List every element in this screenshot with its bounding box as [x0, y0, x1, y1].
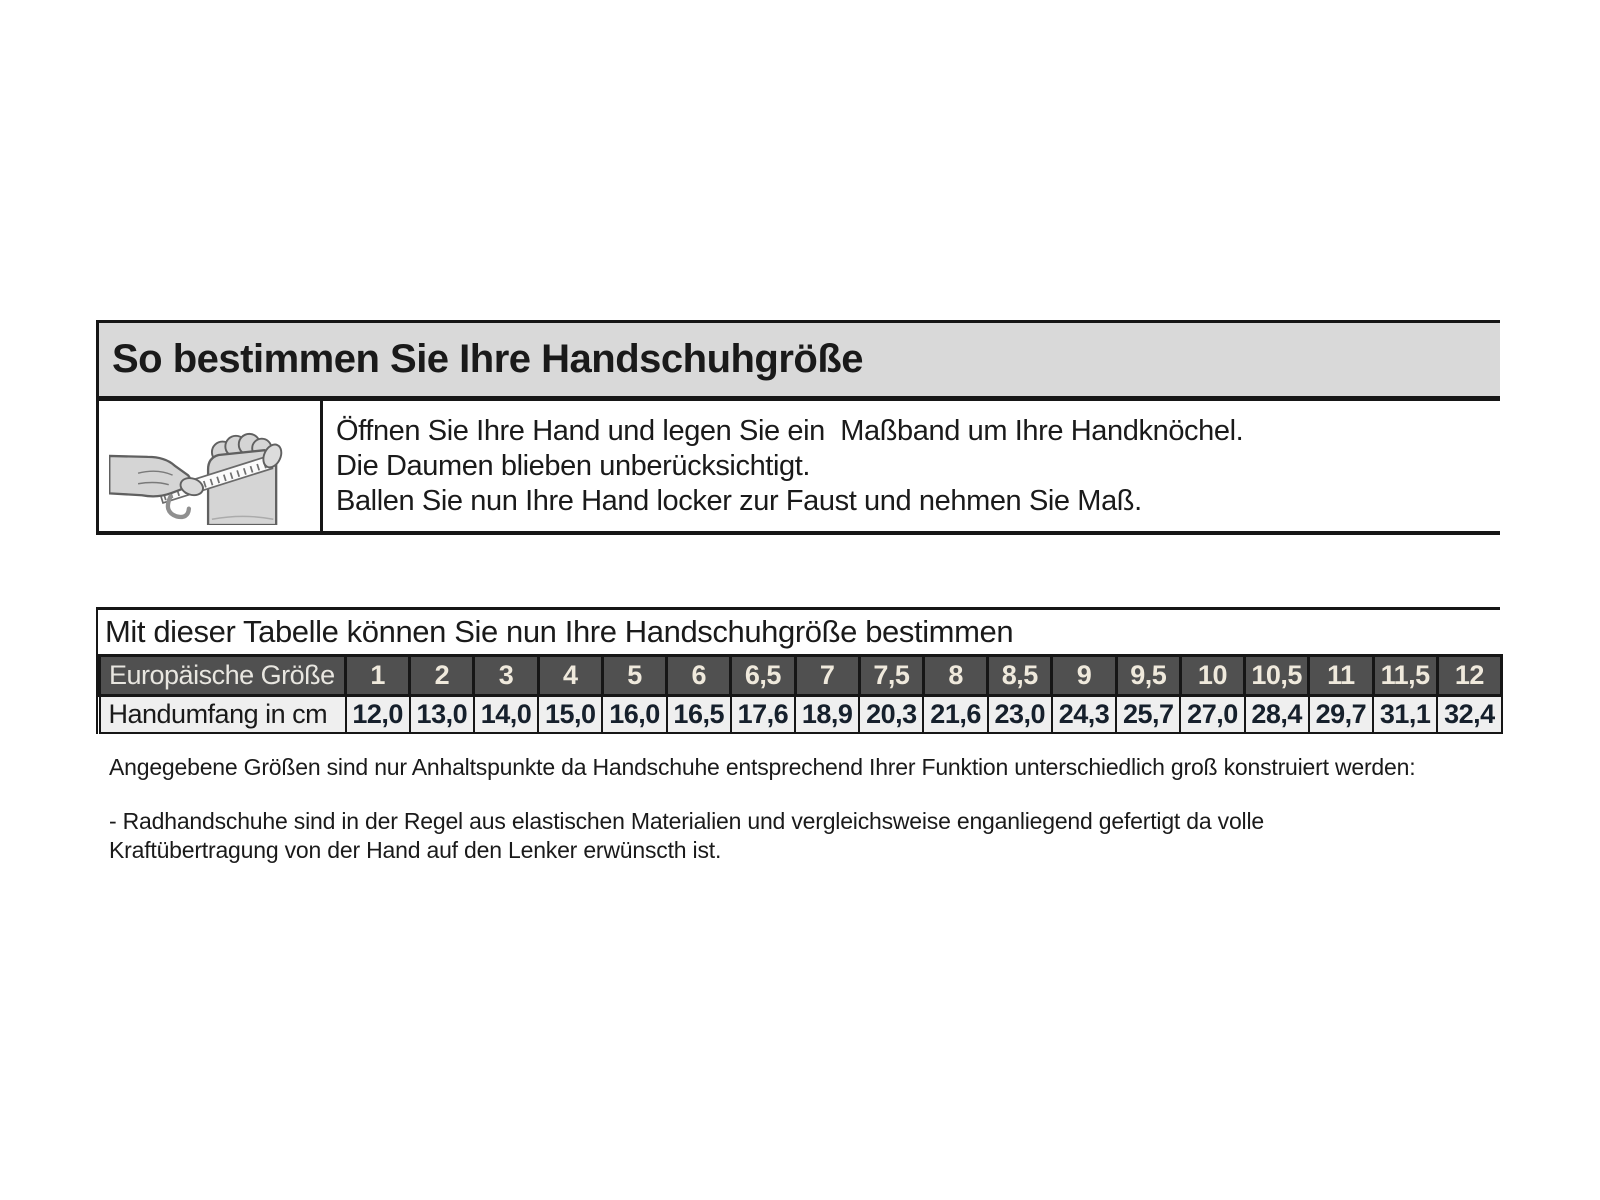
note-general: Angegebene Größen sind nur Anhaltspunkte da Handschuhe entsprechend Ihrer Funktion unterschiedlich groß konstruiert werden: [109, 754, 1416, 780]
size-cell: 2 [410, 656, 474, 696]
circumference-cell: 16,5 [667, 696, 731, 734]
circumference-cell: 13,0 [410, 696, 474, 734]
note-cycling-gloves: - Radhandschuhe sind in der Regel aus elastischen Materialien und vergleichsweise enganliegend gefertigt da volle Kraftübertragung von der Hand auf den Lenker erwünscth ist. [109, 808, 1264, 863]
size-cell: 7 [795, 656, 859, 696]
table-row-sizes [100, 656, 1502, 696]
instruction-section [96, 401, 1500, 535]
illustration-cell [99, 401, 323, 531]
circumference-cell: 31,1 [1373, 696, 1437, 734]
section-header-bar [96, 320, 1500, 401]
circumference-cell: 15,0 [538, 696, 602, 734]
circumference-cell: 16,0 [602, 696, 666, 734]
footnotes [96, 753, 1500, 865]
circumference-cell: 28,4 [1245, 696, 1309, 734]
circumference-cell: 25,7 [1116, 696, 1180, 734]
circumference-cell: 27,0 [1180, 696, 1244, 734]
instruction-line: Öffnen Sie Ihre Hand und legen Sie ein Maßband um Ihre Handknöchel. [336, 414, 1244, 447]
circumference-cell: 18,9 [795, 696, 859, 734]
size-cell: 8 [923, 656, 987, 696]
size-cell: 8,5 [988, 656, 1052, 696]
circumference-cell: 23,0 [988, 696, 1052, 734]
size-cell: 6 [667, 656, 731, 696]
size-cell: 6,5 [731, 656, 795, 696]
instruction-line: Die Daumen blieben unberücksichtigt. [336, 449, 811, 482]
size-table [98, 654, 1503, 734]
instruction-line: Ballen Sie nun Ihre Hand locker zur Faust und nehmen Sie Maß. [336, 484, 1142, 517]
circumference-cell: 21,6 [923, 696, 987, 734]
size-cell: 9,5 [1116, 656, 1180, 696]
circumference-cell: 20,3 [859, 696, 923, 734]
size-row-label: Europäische Größe [100, 656, 346, 696]
size-cell: 9 [1052, 656, 1116, 696]
size-cell: 3 [474, 656, 538, 696]
hand-measuring-tape-icon [109, 408, 311, 525]
circumference-cell: 24,3 [1052, 696, 1116, 734]
table-row-circumference [100, 696, 1502, 734]
size-cell: 4 [538, 656, 602, 696]
circumference-cell: 32,4 [1437, 696, 1501, 734]
size-cell: 12 [1437, 656, 1501, 696]
size-cell: 5 [602, 656, 666, 696]
size-cell: 10,5 [1245, 656, 1309, 696]
page-title: So bestimmen Sie Ihre Handschuhgröße [112, 337, 864, 381]
instruction-text [323, 401, 1500, 531]
circumference-cell: 12,0 [346, 696, 410, 734]
size-cell: 7,5 [859, 656, 923, 696]
size-cell: 10 [1180, 656, 1244, 696]
circumference-cell: 14,0 [474, 696, 538, 734]
circumference-cell: 29,7 [1309, 696, 1373, 734]
size-cell: 1 [346, 656, 410, 696]
size-table-block [96, 607, 1500, 734]
size-guide-sheet [96, 320, 1500, 865]
size-table-title: Mit dieser Tabelle können Sie nun Ihre Handschuhgröße bestimmen [105, 614, 1014, 649]
size-cell: 11 [1309, 656, 1373, 696]
circumference-row-label: Handumfang in cm [100, 696, 346, 734]
circumference-cell: 17,6 [731, 696, 795, 734]
size-cell: 11,5 [1373, 656, 1437, 696]
